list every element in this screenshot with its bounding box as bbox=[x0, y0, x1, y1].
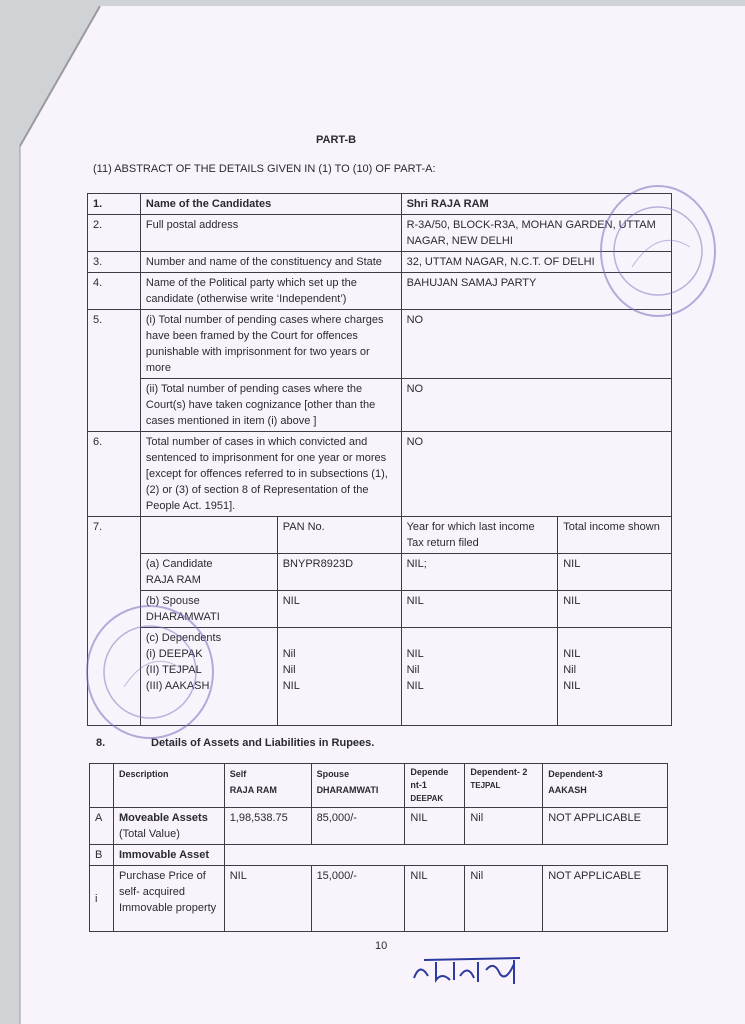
row-label: Number and name of the constituency and State bbox=[140, 252, 401, 273]
row-label: Name of the Political party which set up the candidate (otherwise write ‘Independent’) bbox=[140, 273, 401, 310]
table-row bbox=[88, 215, 672, 252]
self-value: 1,98,538.75 bbox=[224, 808, 311, 845]
dep3-header-name: AAKASH bbox=[548, 785, 587, 795]
dep3-value: NOT APPLICABLE bbox=[543, 808, 668, 845]
year-header: Year for which last income Tax return filed bbox=[401, 517, 558, 554]
income-header: Total income shown bbox=[558, 517, 672, 554]
row-value: Shri RAJA RAM bbox=[401, 194, 671, 215]
candidate-cell bbox=[140, 554, 277, 591]
dependent-pan: Nil bbox=[282, 648, 296, 660]
table-header-row bbox=[90, 764, 668, 808]
candidate-year: NIL; bbox=[401, 554, 558, 591]
row-label: (ii) Total number of pending cases where the Court(s) have taken cognizance [other than the cases mentioned in item (i) above ] bbox=[140, 379, 401, 432]
row-number: 7. bbox=[88, 517, 141, 726]
self-header-name: RAJA RAM bbox=[229, 785, 277, 795]
dep3-header-label: Dependent-3 bbox=[548, 769, 603, 779]
candidate-label: (a) Candidate bbox=[145, 558, 213, 570]
row-description-sub: (Total Value) bbox=[118, 828, 180, 840]
row-description: Purchase Price of self- acquired Immovable property bbox=[113, 866, 224, 932]
dependent-income: NIL bbox=[563, 680, 581, 692]
row-value: 32, UTTAM NAGAR, N.C.T. OF DELHI bbox=[401, 252, 671, 273]
dep2-header-name: TEJPAL bbox=[470, 781, 501, 790]
table-row bbox=[90, 845, 668, 866]
dep2-value: Nil bbox=[465, 808, 543, 845]
signature bbox=[410, 950, 530, 997]
row-description-title: Moveable Assets bbox=[118, 812, 208, 824]
dependent-pan: Nil bbox=[282, 664, 296, 676]
spouse-label: (b) Spouse bbox=[145, 595, 200, 607]
dependent-pan: NIL bbox=[282, 680, 300, 692]
row-label: (i) Total number of pending cases where charges have been framed by the Court for offences punishable with imprisonment for two years or more bbox=[140, 310, 401, 379]
self-header-label: Self bbox=[229, 769, 247, 779]
row-value: BAHUJAN SAMAJ PARTY bbox=[401, 273, 671, 310]
table-row bbox=[88, 379, 672, 432]
spouse-year: NIL bbox=[401, 591, 558, 628]
dep3-value: NOT APPLICABLE bbox=[543, 866, 668, 932]
dep1-header-name: DEEPAK bbox=[410, 794, 444, 803]
dependents-year bbox=[401, 628, 558, 726]
table-row bbox=[88, 517, 672, 554]
self-header bbox=[224, 764, 311, 808]
empty-cell bbox=[140, 517, 277, 554]
candidate-pan: BNYPR8923D bbox=[277, 554, 401, 591]
section-number: 8. bbox=[96, 737, 106, 749]
table-row bbox=[88, 554, 672, 591]
row-value: NO bbox=[401, 379, 671, 432]
page-number: 10 bbox=[375, 940, 388, 952]
spouse-income: NIL bbox=[558, 591, 672, 628]
dependent-name: (II) TEJPAL bbox=[145, 664, 202, 676]
row-key: i bbox=[90, 866, 114, 932]
table-row bbox=[88, 194, 672, 215]
pan-header: PAN No. bbox=[277, 517, 401, 554]
dep1-header-label: Depende nt-1 bbox=[410, 767, 449, 790]
dependents-income bbox=[558, 628, 672, 726]
dep2-value: Nil bbox=[465, 866, 543, 932]
candidate-name: RAJA RAM bbox=[145, 574, 201, 586]
self-value: NIL bbox=[224, 866, 311, 932]
dependents-label: (c) Dependents bbox=[145, 632, 222, 644]
row-number: 3. bbox=[88, 252, 141, 273]
empty-cell bbox=[224, 845, 667, 866]
dependent-income: Nil bbox=[563, 664, 577, 676]
row-value: R-3A/50, BLOCK-R3A, MOHAN GARDEN, UTTAM NAGAR, NEW DELHI bbox=[401, 215, 671, 252]
row-value: NO bbox=[401, 432, 671, 517]
spouse-value: 15,000/- bbox=[311, 866, 405, 932]
row-number: 2. bbox=[88, 215, 141, 252]
abstract-title: (11) ABSTRACT OF THE DETAILS GIVEN IN (1) TO (10) OF PART-A: bbox=[93, 163, 436, 175]
row-number: 4. bbox=[88, 273, 141, 310]
spouse-header-name: DHARAMWATI bbox=[316, 785, 379, 795]
spouse-value: 85,000/- bbox=[311, 808, 405, 845]
spouse-name: DHARAMWATI bbox=[145, 611, 220, 623]
section-title: Details of Assets and Liabilities in Rupees. bbox=[151, 737, 375, 749]
dependent-income: NIL bbox=[563, 648, 581, 660]
signature-image bbox=[410, 950, 530, 990]
part-heading: PART-B bbox=[316, 134, 357, 146]
table-row bbox=[90, 808, 668, 845]
stamp-seal-icon bbox=[602, 187, 714, 315]
row-number: 1. bbox=[88, 194, 141, 215]
row-label: Full postal address bbox=[140, 215, 401, 252]
table-row bbox=[88, 432, 672, 517]
dependent-year: NIL bbox=[406, 680, 424, 692]
dep2-header bbox=[465, 764, 543, 808]
notary-stamp bbox=[600, 185, 716, 317]
candidate-income: NIL bbox=[558, 554, 672, 591]
row-number: 5. bbox=[88, 310, 141, 432]
row-number: 6. bbox=[88, 432, 141, 517]
dep1-value: NIL bbox=[405, 808, 465, 845]
dependent-name: (III) AAKASH bbox=[145, 680, 210, 692]
row-key: A bbox=[90, 808, 114, 845]
dep1-header bbox=[405, 764, 465, 808]
row-label: Name of the Candidates bbox=[140, 194, 401, 215]
table-row bbox=[88, 252, 672, 273]
dep3-header bbox=[543, 764, 668, 808]
spouse-pan: NIL bbox=[277, 591, 401, 628]
spouse-header bbox=[311, 764, 405, 808]
row-description: Immovable Asset bbox=[113, 845, 224, 866]
table-row bbox=[90, 866, 668, 932]
spouse-header-label: Spouse bbox=[316, 769, 350, 779]
row-value: NO bbox=[401, 310, 671, 379]
row-key: B bbox=[90, 845, 114, 866]
description-header: Description bbox=[113, 764, 224, 808]
notary-stamp bbox=[86, 605, 214, 739]
dep1-value: NIL bbox=[405, 866, 465, 932]
dep2-header-label: Dependent- 2 bbox=[470, 767, 528, 777]
dependent-year: Nil bbox=[406, 664, 420, 676]
dependents-pan bbox=[277, 628, 401, 726]
dependent-year: NIL bbox=[406, 648, 424, 660]
row-description bbox=[113, 808, 224, 845]
table-row bbox=[88, 310, 672, 379]
assets-table bbox=[89, 763, 668, 932]
dependent-name: (i) DEEPAK bbox=[145, 648, 203, 660]
table-row bbox=[88, 273, 672, 310]
stamp-seal-icon bbox=[88, 607, 212, 737]
row-label: Total number of cases in which convicted and sentenced to imprisonment for one year or mores [except for offences referred to in subsections (1), (2) or (3) of section 8 of Representation of the People Act. 1951]. bbox=[140, 432, 401, 517]
empty-cell bbox=[90, 764, 114, 808]
